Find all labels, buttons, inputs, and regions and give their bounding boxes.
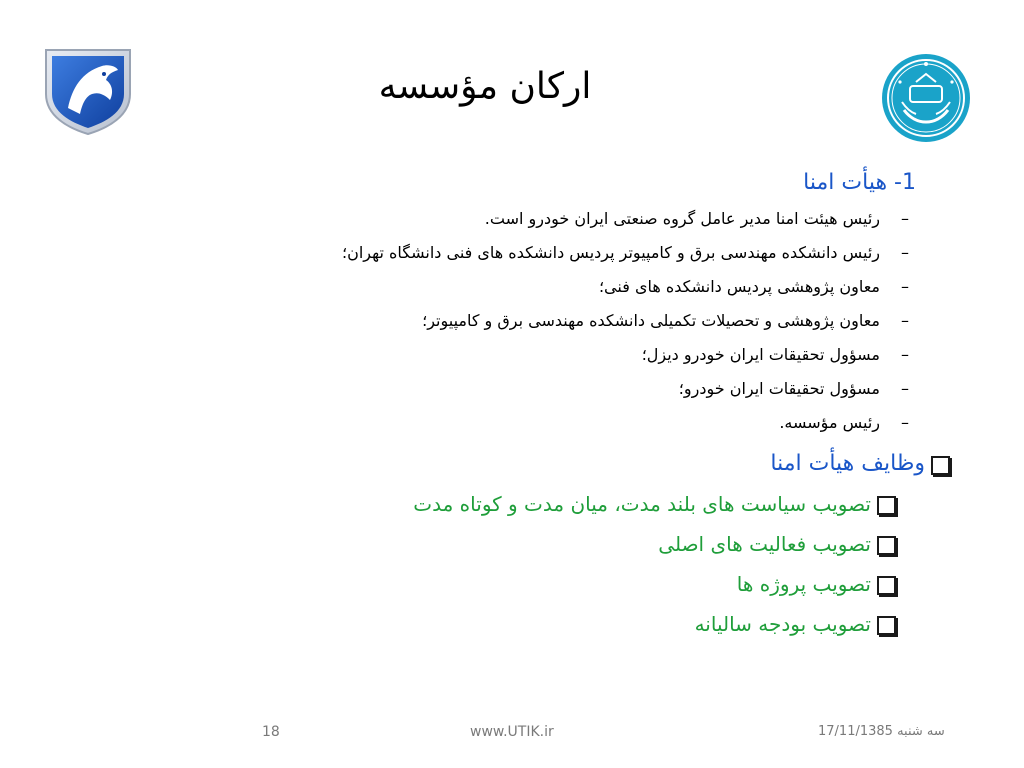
page-number: 18 bbox=[262, 724, 280, 740]
list-item bbox=[136, 338, 916, 372]
member-text: معاون پژوهشی و تحصیلات تکمیلی دانشکده مهندسی برق و کامپیوتر؛ bbox=[422, 311, 880, 330]
checkbox-bullet-icon bbox=[877, 536, 896, 555]
dash-bullet: – bbox=[901, 209, 909, 228]
list-item bbox=[136, 372, 916, 406]
list-item bbox=[136, 484, 896, 524]
duties-heading-text: وظایف هیأت امنا bbox=[770, 451, 925, 476]
checkbox-bullet-icon bbox=[877, 576, 896, 595]
list-item bbox=[136, 524, 896, 564]
list-item bbox=[136, 406, 916, 440]
board-of-trustees-heading: 1- هیأت امنا bbox=[803, 170, 916, 195]
list-item bbox=[136, 564, 896, 604]
member-text: مسؤول تحقیقات ایران خودرو؛ bbox=[678, 379, 880, 398]
checkbox-bullet-icon bbox=[877, 496, 896, 515]
list-item bbox=[136, 304, 916, 338]
slide-title: ارکان مؤسسه bbox=[378, 66, 592, 107]
duty-text: تصویب سیاست های بلند مدت، میان مدت و کوتاه مدت bbox=[413, 492, 871, 516]
dash-bullet: – bbox=[901, 413, 909, 432]
duty-text: تصویب فعالیت های اصلی bbox=[658, 532, 871, 556]
duty-text: تصویب پروژه ها bbox=[736, 572, 871, 596]
dash-bullet: – bbox=[901, 277, 909, 296]
member-text: رئیس مؤسسه. bbox=[779, 413, 880, 432]
duty-text: تصویب بودجه سالیانه bbox=[694, 612, 871, 636]
dash-bullet: – bbox=[901, 345, 909, 364]
members-list bbox=[136, 202, 916, 440]
member-text: رئیس هیئت امنا مدیر عامل گروه صنعتی ایران خودرو است. bbox=[484, 209, 880, 228]
dash-bullet: – bbox=[901, 311, 909, 330]
content-area bbox=[136, 168, 925, 644]
list-item bbox=[136, 604, 896, 644]
duties-list bbox=[136, 484, 896, 644]
checkbox-bullet-icon bbox=[877, 616, 896, 635]
dash-bullet: – bbox=[901, 379, 909, 398]
list-item bbox=[136, 270, 916, 304]
list-item bbox=[136, 202, 916, 236]
iran-khodro-horse-logo bbox=[42, 44, 134, 136]
dash-bullet: – bbox=[901, 243, 909, 262]
list-item bbox=[136, 236, 916, 270]
member-text: مسؤول تحقیقات ایران خودرو دیزل؛ bbox=[641, 345, 880, 364]
footer-date: سه شنبه 17/11/1385 bbox=[818, 724, 945, 739]
checkbox-bullet-icon bbox=[931, 456, 950, 475]
member-text: معاون پژوهشی پردیس دانشکده های فنی؛ bbox=[598, 277, 880, 296]
university-of-tehran-seal bbox=[880, 52, 972, 144]
footer-website: www.UTIK.ir bbox=[470, 724, 554, 740]
member-text: رئیس دانشکده مهندسی برق و کامپیوتر پردیس دانشکده های فنی دانشگاه تهران؛ bbox=[341, 243, 880, 262]
duties-heading bbox=[136, 444, 950, 484]
